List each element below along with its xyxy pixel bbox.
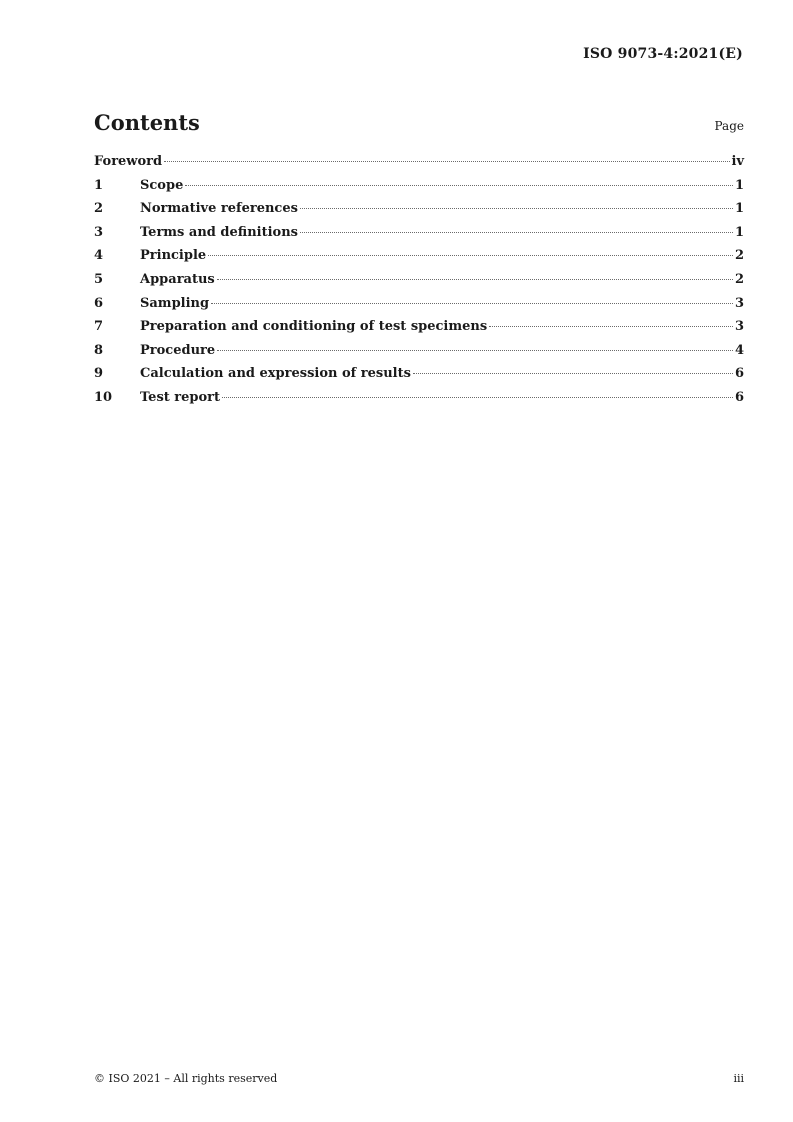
toc-leader-dots bbox=[164, 161, 729, 162]
toc-entry-test-report[interactable] bbox=[94, 390, 744, 414]
toc-entry-page: 4 bbox=[734, 342, 744, 358]
toc-entry-principle[interactable] bbox=[94, 248, 744, 272]
toc-leader-dots bbox=[489, 326, 733, 327]
toc-entry-number: 3 bbox=[94, 224, 104, 240]
toc-entry-calculation[interactable] bbox=[94, 366, 744, 390]
copyright-notice: © ISO 2021 – All rights reserved bbox=[94, 1072, 278, 1085]
toc-entry-terms-and-definitions[interactable] bbox=[94, 225, 744, 249]
toc-entry-title: Sampling bbox=[140, 295, 210, 311]
toc-entry-title: Scope bbox=[140, 177, 184, 193]
toc-entry-page: 1 bbox=[734, 177, 744, 193]
toc-leader-dots bbox=[208, 255, 733, 256]
toc-entry-number: 9 bbox=[94, 366, 104, 382]
page-number: iii bbox=[733, 1072, 744, 1085]
toc-entry-number: 10 bbox=[94, 389, 113, 405]
contents-title: Contents bbox=[94, 110, 200, 135]
toc-leader-dots bbox=[413, 373, 733, 374]
toc-entry-title: Calculation and expression of results bbox=[140, 366, 411, 382]
toc-entry-title: Normative references bbox=[140, 201, 298, 217]
toc-entry-preparation[interactable] bbox=[94, 319, 744, 343]
page-column-label: Page bbox=[714, 119, 744, 133]
toc-entry-normative-references[interactable] bbox=[94, 201, 744, 225]
toc-leader-dots bbox=[222, 397, 733, 398]
toc-entry-number: 5 bbox=[94, 271, 104, 287]
toc-entry-title: Procedure bbox=[140, 342, 216, 358]
toc-entry-page: 1 bbox=[734, 224, 744, 240]
toc-entry-page: 6 bbox=[734, 389, 744, 405]
toc-entry-apparatus[interactable] bbox=[94, 272, 744, 296]
toc-leader-dots bbox=[300, 208, 733, 209]
toc-entry-procedure[interactable] bbox=[94, 343, 744, 367]
toc-leader-dots bbox=[185, 185, 733, 186]
toc-entry-page: 2 bbox=[734, 248, 744, 264]
toc-entry-number: 8 bbox=[94, 342, 104, 358]
table-of-contents bbox=[94, 154, 744, 414]
toc-entry-sampling[interactable] bbox=[94, 296, 744, 320]
toc-entry-page: 3 bbox=[734, 295, 744, 311]
contents-header bbox=[94, 110, 744, 135]
toc-entry-page: 3 bbox=[734, 319, 744, 335]
toc-entry-number: 4 bbox=[94, 248, 104, 264]
toc-entry-scope[interactable] bbox=[94, 178, 744, 202]
toc-entry-title: Principle bbox=[140, 248, 207, 264]
toc-entry-title: Foreword bbox=[94, 154, 163, 169]
toc-leader-dots bbox=[211, 303, 733, 304]
page-footer bbox=[94, 1072, 744, 1085]
toc-entry-title: Test report bbox=[140, 389, 221, 405]
toc-leader-dots bbox=[217, 350, 733, 351]
toc-entry-number: 2 bbox=[94, 201, 104, 217]
toc-entry-number: 7 bbox=[94, 319, 104, 335]
toc-leader-dots bbox=[217, 279, 733, 280]
toc-entry-page: iv bbox=[731, 154, 744, 169]
toc-entry-title: Terms and definitions bbox=[140, 224, 298, 240]
toc-entry-page: 6 bbox=[734, 366, 744, 382]
toc-entry-number: 1 bbox=[94, 177, 104, 193]
toc-entry-foreword[interactable] bbox=[94, 154, 744, 178]
document-id: ISO 9073-4:2021(E) bbox=[583, 46, 743, 62]
toc-leader-dots bbox=[300, 232, 733, 233]
toc-entry-title: Apparatus bbox=[140, 271, 215, 287]
toc-entry-number: 6 bbox=[94, 295, 104, 311]
toc-entry-title: Preparation and conditioning of test specimens bbox=[140, 319, 488, 335]
toc-entry-page: 1 bbox=[734, 201, 744, 217]
toc-entry-page: 2 bbox=[734, 271, 744, 287]
